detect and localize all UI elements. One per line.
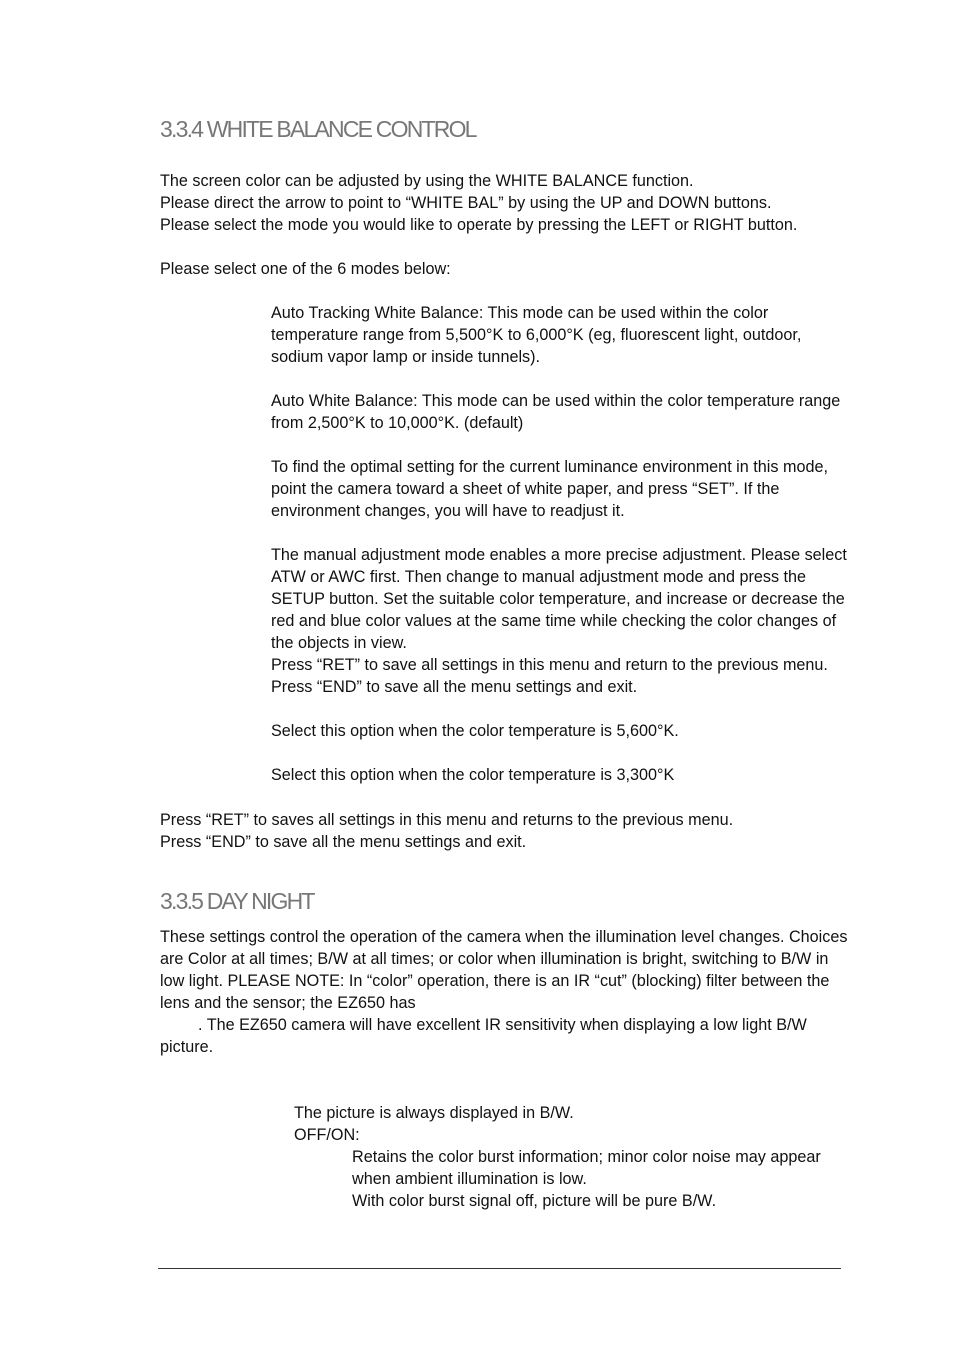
body-line: These settings control the operation of the camera when the illumination level changes. Choices (160, 928, 848, 946)
mode-line: The manual adjustment mode enables a more precise adjustment. Please select (271, 546, 847, 564)
mode-atw-description (271, 302, 801, 368)
bw-line: OFF/ON: (294, 1126, 360, 1144)
bw-line: The picture is always displayed in B/W. (294, 1104, 574, 1122)
footer-rule (158, 1268, 841, 1269)
burst-line: With color burst signal off, picture will be pure B/W. (352, 1192, 717, 1210)
body-line: low light. PLEASE NOTE: In “color” operation, there is an IR “cut” (blocking) filter between the (160, 972, 830, 990)
mode-line: Press “END” to save all the menu settings and exit. (271, 678, 638, 696)
mode-line: sodium vapor lamp or inside tunnels). (271, 348, 541, 366)
mode-manual-description (271, 544, 847, 698)
body-line: picture. (160, 1038, 214, 1056)
mode-line: point the camera toward a sheet of white paper, and press “SET”. If the (271, 480, 780, 498)
mode-line: red and blue color values at the same time while checking the color changes of (271, 612, 837, 630)
mode-line: SETUP button. Set the suitable color temperature, and increase or decrease the (271, 590, 845, 608)
mode-line: environment changes, you will have to readjust it. (271, 502, 625, 520)
mode-line: To find the optimal setting for the current luminance environment in this mode, (271, 458, 828, 476)
wb-footer-line: Press “END” to save all the menu settings and exit. (160, 833, 527, 851)
wb-footer-line: Press “RET” to saves all settings in this menu and returns to the previous menu. (160, 811, 734, 829)
wb-intro-line: Please select the mode you would like to operate by pressing the LEFT or RIGHT button. (160, 216, 798, 234)
color-burst-description (352, 1146, 821, 1212)
wb-intro-line: The screen color can be adjusted by using the WHITE BALANCE function. (160, 172, 694, 190)
burst-line: when ambient illumination is low. (352, 1170, 587, 1188)
mode-line: ATW or AWC first. Then change to manual adjustment mode and press the (271, 568, 807, 586)
body-line: lens and the sensor; the EZ650 has (160, 994, 416, 1012)
wb-intro (160, 170, 797, 236)
mode-line: Auto Tracking White Balance: This mode can be used within the color (271, 304, 769, 322)
mode-awb-description (271, 390, 840, 434)
mode-line: the objects in view. (271, 634, 407, 652)
bw-mode-description (294, 1102, 574, 1146)
mode-line: from 2,500°K to 10,000°K. (default) (271, 414, 524, 432)
wb-intro-line: Please direct the arrow to point to “WHITE BAL” by using the UP and DOWN buttons. (160, 194, 772, 212)
mode-awc-description (271, 456, 828, 522)
mode-line: Auto White Balance: This mode can be used within the color temperature range (271, 392, 841, 410)
burst-line: Retains the color burst information; minor color noise may appear (352, 1148, 821, 1166)
mode-line: Press “RET” to save all settings in this menu and return to the previous menu. (271, 656, 828, 674)
mode-line: temperature range from 5,500°K to 6,000°K (eg, fluorescent light, outdoor, (271, 326, 802, 344)
body-line: are Color at all times; B/W at all times; or color when illumination is bright, switching to B/W in (160, 950, 829, 968)
section-334-title: 3.3.4 WHITE BALANCE CONTROL (160, 116, 476, 142)
section-335-title: 3.3.5 DAY NIGHT (160, 888, 314, 914)
body-line: . The EZ650 camera will have excellent IR sensitivity when displaying a low light B/W (198, 1016, 807, 1034)
wb-footer (160, 809, 733, 853)
mode-indoor-description: Select this option when the color temperature is 3,300°K (271, 766, 675, 784)
modes-intro: Please select one of the 6 modes below: (160, 260, 451, 278)
mode-outdoor-description: Select this option when the color temperature is 5,600°K. (271, 722, 679, 740)
